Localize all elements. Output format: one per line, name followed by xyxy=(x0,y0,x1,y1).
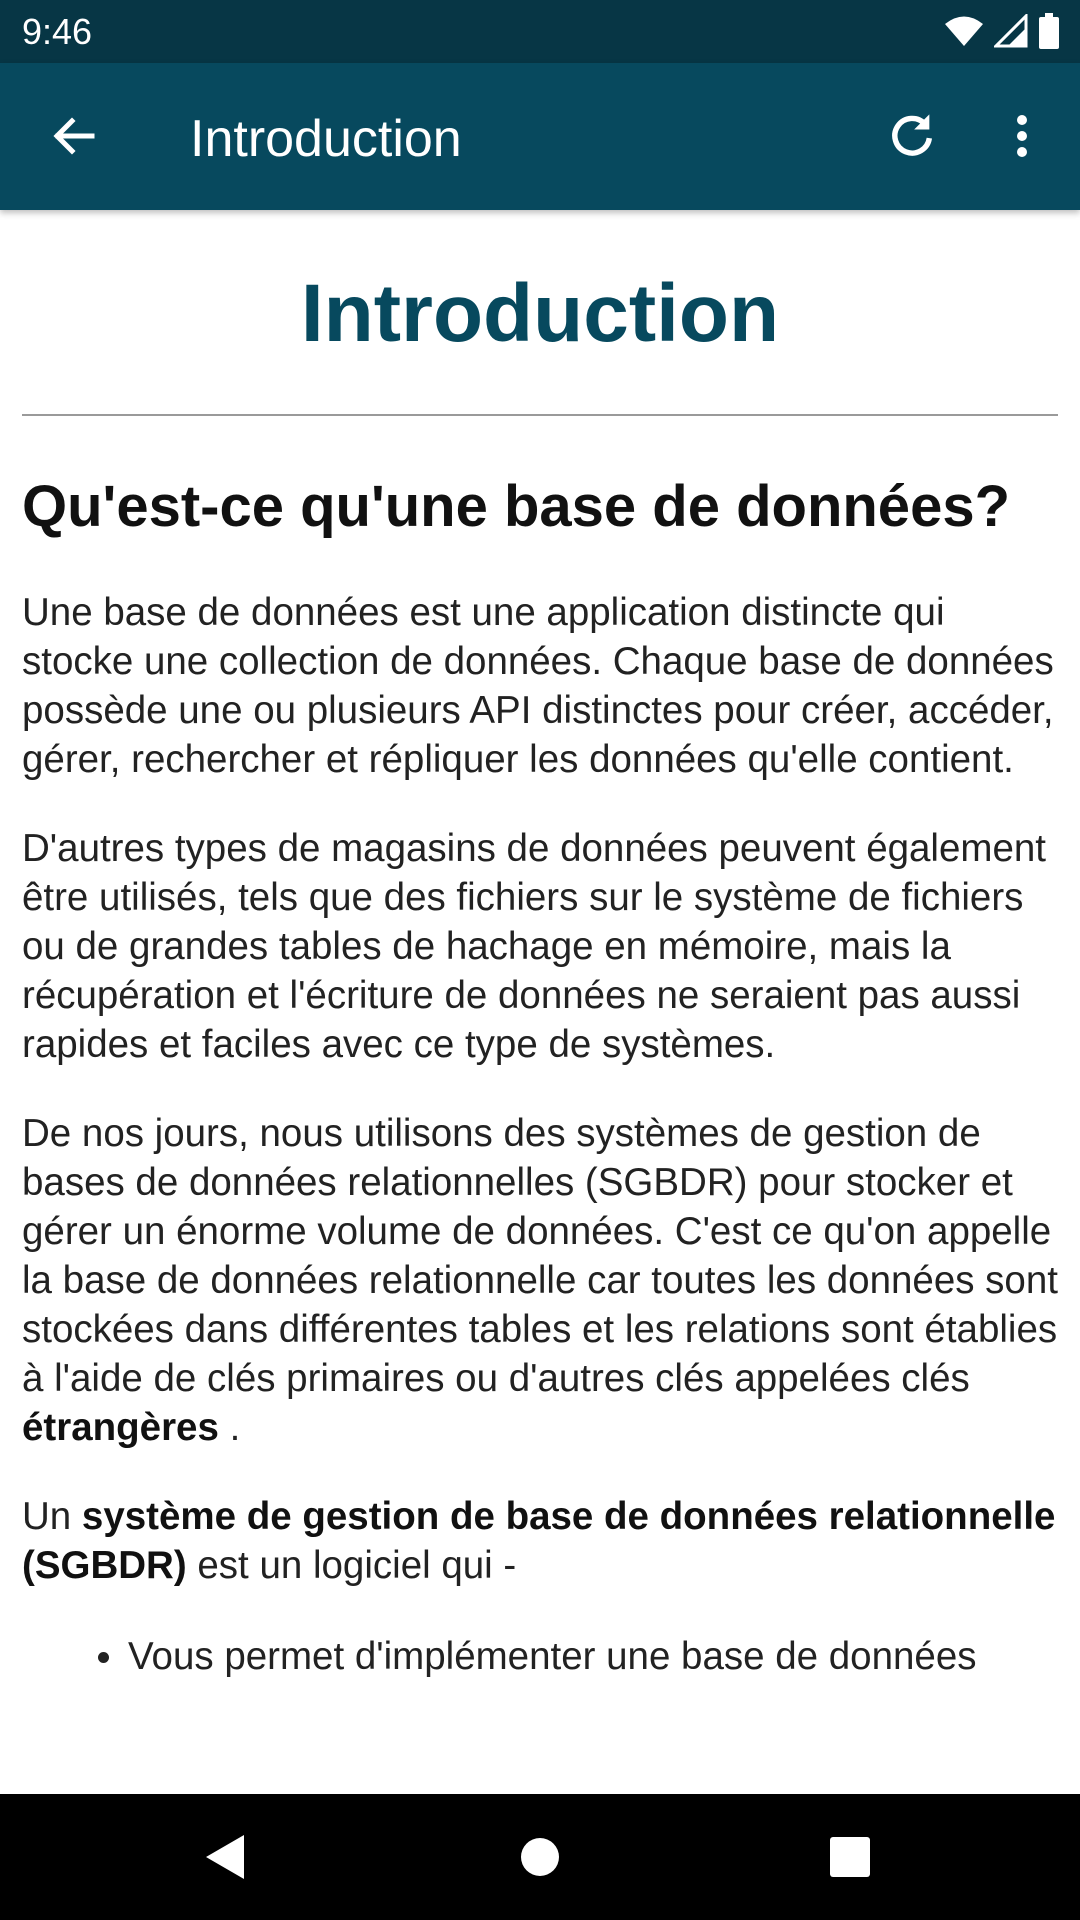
paragraph-3 xyxy=(22,1109,1058,1452)
more-vert-icon xyxy=(1014,112,1030,160)
cell-signal-icon xyxy=(994,14,1028,48)
app-bar-title: Introduction xyxy=(190,110,462,168)
nav-back-button[interactable] xyxy=(190,1821,262,1893)
refresh-icon xyxy=(886,110,938,162)
paragraph-4-bold: système de gestion de base de données relationnelle (SGBDR) xyxy=(22,1495,1056,1587)
bullet-list xyxy=(22,1632,1058,1681)
wifi-icon xyxy=(944,15,984,47)
section-heading: Qu'est-ce qu'une base de données? xyxy=(22,474,1011,539)
refresh-button[interactable] xyxy=(876,100,948,172)
paragraph-4-start: Un xyxy=(22,1495,82,1538)
nav-recents-icon xyxy=(829,1836,871,1878)
back-arrow-icon xyxy=(50,112,98,160)
paragraph-2: D'autres types de magasins de données peuvent également être utilisés, tels que des fichiers sur le système de fichiers ou de grandes tables de hachage en mémoire, mais la récupération et l'écriture de données ne seraient pas aussi rapides et faciles avec ce type de systèmes. xyxy=(22,827,1046,1066)
nav-home-icon xyxy=(518,1835,562,1879)
more-options-button[interactable] xyxy=(986,100,1058,172)
back-button[interactable] xyxy=(38,100,110,172)
paragraph-4 xyxy=(22,1492,1058,1590)
status-time: 9:46 xyxy=(22,11,93,52)
paragraph-3-text: De nos jours, nous utilisons des systèmes de gestion de bases de données relationnelles (SGBDR) pour stocker et gérer un énorme volume de données. C'est ce qu'on appelle la base de données relationnelle car toutes les données sont stockées dans différentes tables et les relations sont établies à l'aide de clés primaires ou d'autres clés appelées clés xyxy=(22,1112,1058,1400)
article-content[interactable] xyxy=(0,210,1080,1794)
page-heading: Introduction xyxy=(300,268,780,359)
app-bar xyxy=(0,63,1080,210)
paragraph-3-bold: étrangères xyxy=(22,1406,219,1449)
nav-recents-button[interactable] xyxy=(814,1821,886,1893)
divider xyxy=(22,414,1058,416)
navigation-bar xyxy=(0,1794,1080,1920)
nav-home-button[interactable] xyxy=(504,1821,576,1893)
list-item: Vous permet d'implémenter une base de données xyxy=(92,1632,1058,1681)
paragraph-1: Une base de données est une application distincte qui stocke une collection de données. Chaque base de données possède une ou plusieurs API distinctes pour créer, accéder, gérer, rechercher et répliquer les données qu'elle contient. xyxy=(22,591,1054,781)
status-icons xyxy=(944,12,1060,50)
battery-icon xyxy=(1038,13,1060,49)
paragraph-3-end: . xyxy=(218,1406,241,1449)
paragraph-4-end: est un logiciel qui - xyxy=(186,1544,517,1587)
nav-back-icon xyxy=(202,1831,250,1883)
status-bar xyxy=(0,0,1080,63)
